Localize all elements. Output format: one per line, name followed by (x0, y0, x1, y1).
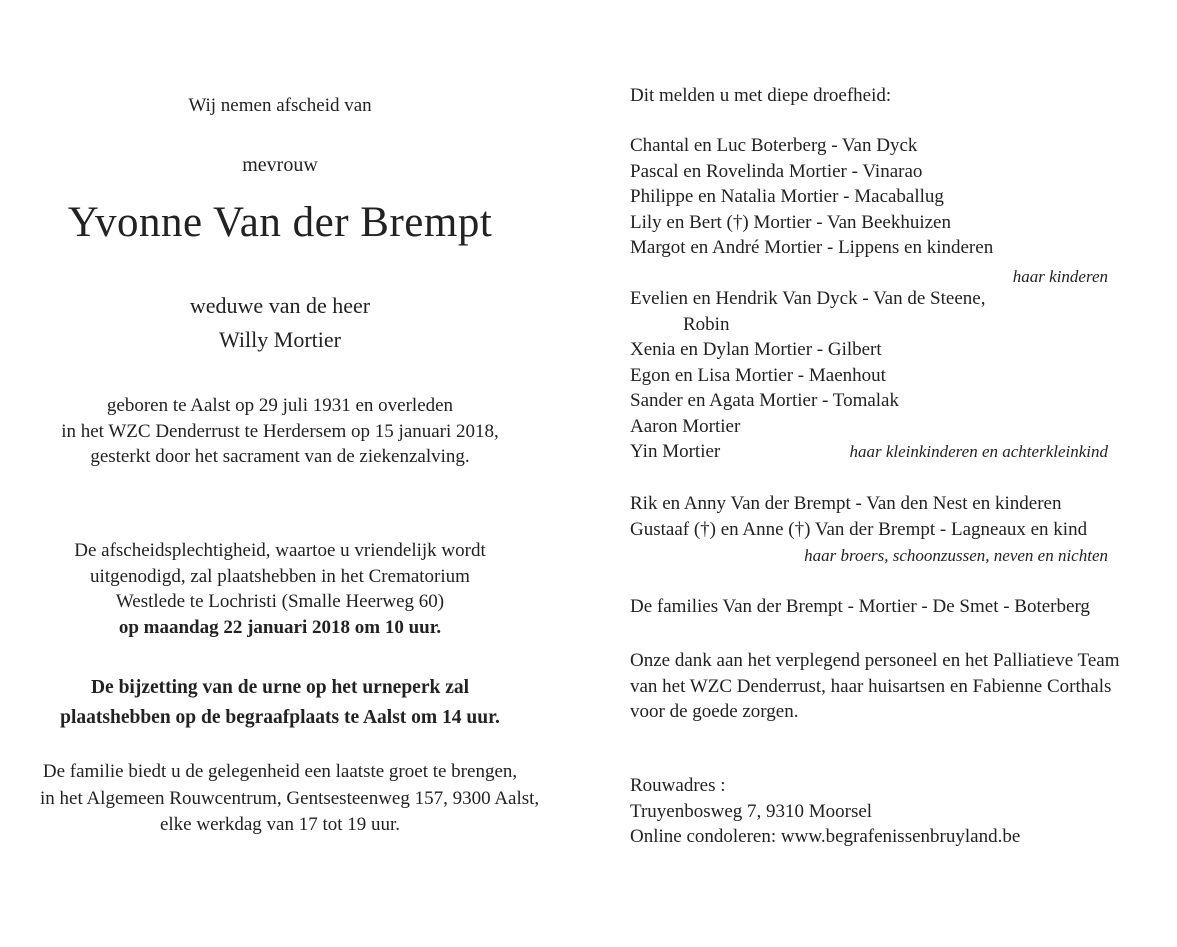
child-entry: Lily en Bert (†) Mortier - Van Beekhuizen (630, 211, 951, 233)
siblings-list (630, 491, 1108, 542)
life-dates-block (40, 393, 520, 470)
spouse-name: Willy Mortier (219, 327, 341, 352)
thanks-line: van het WZC Denderrust, haar huisartsen en Fabienne Corthals (630, 675, 1112, 697)
sibling-entry: Rik en Anny Van der Brempt - Van den Nest en kinderen (630, 493, 1062, 514)
ceremony-line: Westlede te Lochristi (Smalle Heerweg 60) (115, 591, 445, 612)
thanks-line: voor de goede zorgen. (630, 701, 799, 722)
siblings-note: haar broers, schoonzussen, neven en nichten (804, 546, 1108, 565)
grandchild-entry: Aaron Mortier (630, 415, 741, 437)
ceremony-line: uitgenodigd, zal plaatshebben in het Crematorium (90, 565, 470, 587)
widow-of-block (40, 289, 520, 357)
salutation: mevrouw (242, 154, 318, 176)
sacrament-line: gesterkt door het sacrament van de ziekenzalving. (90, 446, 470, 467)
grandchild-entry: Egon en Lisa Mortier - Maenhout (630, 364, 886, 386)
grandchild-entry: Yin Mortier (630, 441, 721, 462)
mourning-address: Truyenbosweg 7, 9310 Moorsel (630, 800, 873, 822)
thanks-line: Onze dank aan het verplegend personeel en het Palliatieve Team (630, 650, 1120, 671)
grandchildren-note: haar kleinkinderen en achterkleinkind (849, 442, 1108, 461)
ceremony-block (40, 538, 520, 640)
children-list (630, 133, 1108, 261)
widow-of-line: weduwe van de heer (189, 293, 371, 318)
viewing-line: De familie biedt u de gelegenheid een laatste groet te brengen, (42, 761, 518, 782)
thanks-block (630, 648, 1120, 725)
child-entry: Philippe en Natalia Mortier - Macaballug (630, 186, 944, 207)
urn-line: De bijzetting van de urne op het urneperk zal (90, 677, 470, 698)
families-line: De families Van der Brempt - Mortier - De Smet - Boterberg (630, 596, 1090, 617)
farewell-intro: Wij nemen afscheid van (188, 95, 372, 116)
grandchild-entry: Xenia en Dylan Mortier - Gilbert (630, 339, 882, 360)
urn-placement-block (40, 673, 520, 733)
sibling-entry: Gustaaf (†) en Anne (†) Van der Brempt - Lagneaux en kind (630, 518, 1088, 540)
ceremony-date-line: op maandag 22 januari 2018 om 10 uur. (118, 616, 442, 638)
grandchild-entry: Sander en Agata Mortier - Tomalak (630, 390, 899, 411)
child-entry: Pascal en Rovelinda Mortier - Vinarao (630, 160, 923, 182)
children-note: haar kinderen (1012, 267, 1108, 286)
grandchild-last-row (630, 439, 1108, 465)
viewing-line: in het Algemeen Rouwcentrum, Gentsesteenweg 157, 9300 Aalst, (40, 787, 540, 809)
viewing-block (40, 759, 540, 839)
mourning-address-block (630, 773, 1108, 850)
grandchild-entry: Robin (683, 313, 730, 335)
grandchild-entry: Evelien en Hendrik Van Dyck - Van de Steene, (630, 288, 986, 309)
viewing-line: elke werkdag van 17 tot 19 uur. (159, 814, 401, 835)
ceremony-line: De afscheidsplechtigheid, waartoe u vriendelijk wordt (74, 540, 486, 561)
online-condolence-line: Online condoleren: www.begrafenissenbruyland.be (630, 826, 1021, 847)
grandchildren-list (630, 286, 1108, 465)
death-line: in het WZC Denderrust te Herdersem op 15 januari 2018, (61, 420, 499, 442)
urn-line: plaatshebben op de begraafplaats te Aalst om 14 uur. (60, 707, 500, 728)
deceased-name: Yvonne Van der Brempt (67, 199, 493, 246)
mourning-address-label: Rouwadres : (630, 775, 726, 796)
child-entry: Margot en André Mortier - Lippens en kinderen (630, 237, 994, 258)
announcement-line: Dit melden u met diepe droefheid: (630, 85, 892, 106)
birth-line: geboren te Aalst op 29 juli 1931 en overleden (106, 395, 454, 416)
child-entry: Chantal en Luc Boterberg - Van Dyck (630, 135, 918, 156)
